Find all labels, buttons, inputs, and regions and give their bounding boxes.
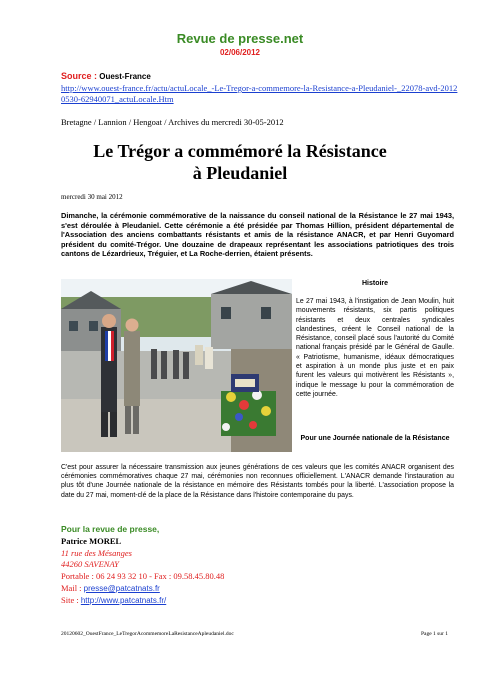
source-label: Source : xyxy=(61,71,98,81)
contact-mail-label: Mail : xyxy=(61,583,84,593)
source-line xyxy=(61,71,151,81)
contact-site-line xyxy=(61,595,166,606)
article-lead: Dimanche, la cérémonie commémorative de la naissance du conseil national de la Résistance le 27 mai 1943, s'est déroulée à Pleudaniel. Cette cérémonie a été présidée par Thomas Hillion, président départemental de l'Association des anciens combattants résistants et amis de la résistance ANACR, et par Henri Guyomard président du comité-Trégor. Une douzaine de drapeaux représentant les associations patriotiques des trois cantons de Lézardrieux, Tréguier, et La Roche-derrien, étaient présents. xyxy=(61,211,454,259)
contact-phone: Portable : 06 24 93 32 10 - Fax : 09.58.45.80.48 xyxy=(61,571,225,581)
contact-site-label: Site : xyxy=(61,595,81,605)
source-name: Ouest-France xyxy=(99,72,151,81)
contact-name: Patrice MOREL xyxy=(61,536,122,546)
article-date: mercredi 30 mai 2012 xyxy=(61,193,123,201)
article-headline xyxy=(0,140,480,184)
sidebar-body: Le 27 mai 1943, à l'instigation de Jean Moulin, huit mouvements résistants, six partis politiques résistants et deux centrales syndicales clandestines, créent le Conseil national de la Résistance, conseil placé sous l'autorité du Comité national français présidé par le Général de Gaulle. « Patriotisme, humanisme, idéaux démocratiques et aspiration à un monde plus juste et en paix furent les valeurs qui motivèrent les Résistants », indique le message lu pour la commémoration de cette journée. xyxy=(296,298,454,398)
footer-page-number: Page 1 sur 1 xyxy=(420,631,448,637)
ceremony-photo-illustration xyxy=(61,279,292,452)
sidebar-heading-2: Pour une Journée nationale de la Résistance xyxy=(300,435,450,442)
masthead-title: Revue de presse.net xyxy=(176,31,304,46)
article-conclusion: C'est pour assurer la nécessaire transmission aux jeunes générations de ces valeurs que les comités ANACR organisent des cérémonies commémoratives chaque 27 mai, cérémonies non reconnues officiellement. L'ANACR demande l'instauration au plus tôt d'une Journée nationale de la résistance en mémoire des Résistants tombés pour la liberté. L'association propose la date du 27 mai, moment-clé de la place de la Résistance dans l'histoire contemporaine du pays. xyxy=(61,464,454,499)
source-url-link[interactable]: http://www.ouest-france.fr/actu/actuLocale_-Le-Tregor-a-commemore-la-Resistance-a-Pleudaniel-_22078-avd-20120530-62940071_actuLocale.Htm xyxy=(61,83,458,104)
contact-mail-link[interactable]: presse@patcatnats.fr xyxy=(83,584,160,593)
headline-line-1: Le Trégor a commémoré la Résistance xyxy=(93,141,387,161)
contact-mail-line xyxy=(61,583,160,594)
contact-city: 44260 SAVENAY xyxy=(61,559,119,569)
masthead-date: 02/06/2012 xyxy=(219,48,261,57)
breadcrumb: Bretagne / Lannion / Hengoat / Archives du mercredi 30-05-2012 xyxy=(61,117,284,127)
ceremony-photo xyxy=(61,279,292,452)
footer-filename: 20120602_OuestFrance_LeTregorAcommemoreLaResistanceApleudaniel.doc xyxy=(61,631,234,637)
sidebar-heading: Histoire xyxy=(361,280,389,287)
headline-line-2: à Pleudaniel xyxy=(192,163,288,183)
contact-intro: Pour la revue de presse, xyxy=(61,524,160,534)
contact-site-link[interactable]: http://www.patcatnats.fr/ xyxy=(80,596,167,605)
contact-street: 11 rue des Mésanges xyxy=(61,548,132,558)
